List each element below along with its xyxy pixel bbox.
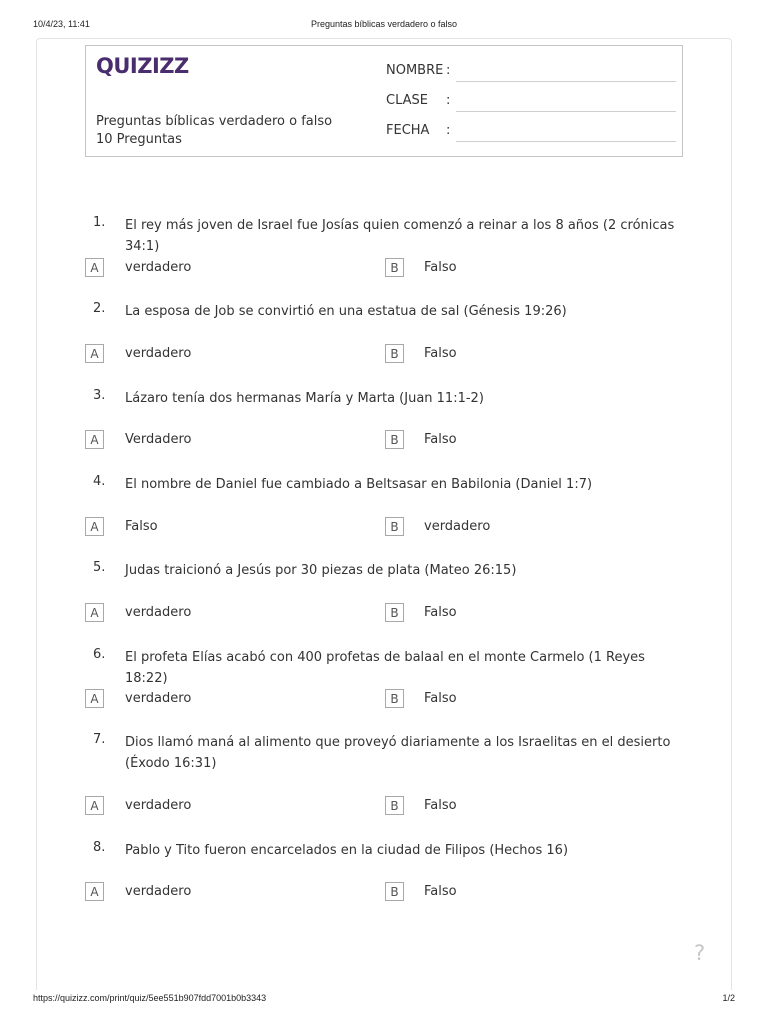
option-a-box[interactable]: A [85, 258, 104, 277]
option-a-text: Verdadero [125, 432, 192, 447]
print-page-title: Preguntas bíblicas verdadero o falso [310, 19, 458, 29]
name-label: NOMBRE [386, 63, 444, 78]
date-colon: : [446, 123, 451, 138]
question-number: 4. [93, 474, 106, 489]
question-text: Judas traicionó a Jesús por 30 piezas de plata (Mateo 26:15) [125, 563, 517, 578]
option-a-text: verdadero [125, 691, 192, 706]
option-a-box[interactable]: A [85, 882, 104, 901]
question-number: 6. [93, 647, 106, 662]
option-a-text: Falso [125, 519, 158, 534]
question-mark-icon[interactable]: ? [694, 941, 706, 965]
quiz-title: Preguntas bíblicas verdadero o falso [96, 114, 333, 129]
option-b-box[interactable]: B [385, 882, 404, 901]
option-b-text: Falso [424, 798, 457, 813]
print-datetime: 10/4/23, 11:41 [33, 19, 90, 29]
name-colon: : [446, 63, 451, 78]
option-b-text: Falso [424, 691, 457, 706]
date-line [456, 141, 676, 142]
option-a-box[interactable]: A [85, 517, 104, 536]
option-a-box[interactable]: A [85, 344, 104, 363]
question-text: Lázaro tenía dos hermanas María y Marta (Juan 11:1-2) [125, 391, 484, 406]
class-label: CLASE [386, 93, 428, 108]
question-number: 8. [93, 840, 106, 855]
question-number: 7. [93, 732, 106, 747]
option-b-box[interactable]: B [385, 430, 404, 449]
option-b-box[interactable]: B [385, 344, 404, 363]
print-url[interactable]: https://quizizz.com/print/quiz/5ee551b907fdd7001b0b3343 [33, 993, 267, 1003]
question-number: 3. [93, 388, 106, 403]
class-colon: : [446, 93, 451, 108]
question-text: Pablo y Tito fueron encarcelados en la ciudad de Filipos (Hechos 16) [125, 843, 569, 858]
option-b-box[interactable]: B [385, 796, 404, 815]
quiz-header-box [85, 45, 683, 157]
question-number: 1. [93, 215, 106, 230]
option-b-box[interactable]: B [385, 689, 404, 708]
option-b-text: Falso [424, 884, 457, 899]
question-text: El rey más joven de Israel fue Josías quien comenzó a reinar a los 8 años (2 crónicas 34:1) [125, 218, 675, 254]
option-a-box[interactable]: A [85, 430, 104, 449]
question-number: 2. [93, 301, 106, 316]
option-b-text: Falso [424, 346, 457, 361]
question-number: 5. [93, 560, 106, 575]
option-a-text: verdadero [125, 884, 192, 899]
print-page-number: 1/2 [722, 993, 735, 1003]
question-text: El profeta Elías acabó con 400 profetas de balaal en el monte Carmelo (1 Reyes 18:22) [125, 650, 645, 686]
name-line [456, 81, 676, 82]
option-b-text: Falso [424, 260, 457, 275]
quizizz-logo: QUIZIZZ [96, 54, 189, 78]
question-text: Dios llamó maná al alimento que proveyó diariamente a los Israelitas en el desierto (Éxodo 16:31) [125, 735, 671, 771]
option-a-box[interactable]: A [85, 796, 104, 815]
date-field[interactable] [386, 123, 676, 143]
option-b-box[interactable]: B [385, 517, 404, 536]
option-b-box[interactable]: B [385, 258, 404, 277]
question-text: La esposa de Job se convirtió en una estatua de sal (Génesis 19:26) [125, 304, 567, 319]
option-b-text: Falso [424, 432, 457, 447]
date-label: FECHA [386, 123, 430, 138]
question-text: El nombre de Daniel fue cambiado a Beltsasar en Babilonia (Daniel 1:7) [125, 477, 593, 492]
class-field[interactable] [386, 93, 676, 113]
option-a-text: verdadero [125, 605, 192, 620]
name-field[interactable] [386, 63, 676, 83]
option-a-text: verdadero [125, 260, 192, 275]
question-count: 10 Preguntas [96, 132, 182, 147]
option-a-text: verdadero [125, 346, 192, 361]
option-a-box[interactable]: A [85, 603, 104, 622]
option-a-box[interactable]: A [85, 689, 104, 708]
class-line [456, 111, 676, 112]
option-b-box[interactable]: B [385, 603, 404, 622]
option-a-text: verdadero [125, 798, 192, 813]
option-b-text: verdadero [424, 519, 491, 534]
option-b-text: Falso [424, 605, 457, 620]
